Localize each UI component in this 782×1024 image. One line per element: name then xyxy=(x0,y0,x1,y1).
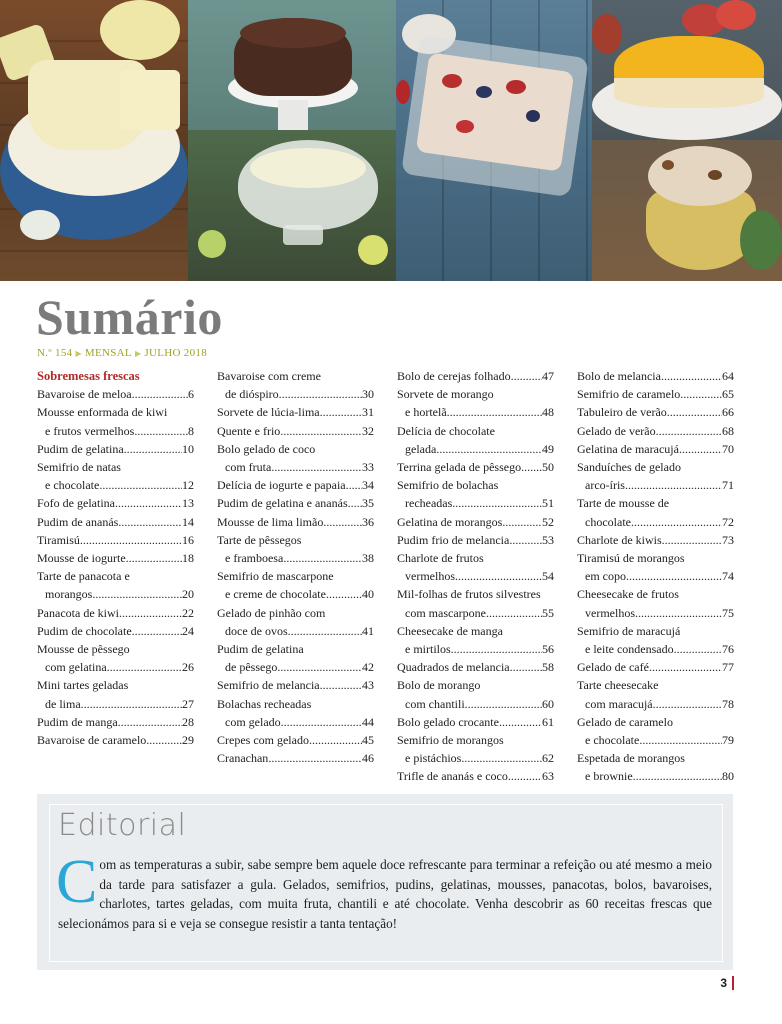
dot-leader xyxy=(653,695,722,713)
toc-entry[interactable] xyxy=(397,585,554,621)
dot-leader xyxy=(323,513,362,531)
toc-entry-title: Cranachan xyxy=(217,751,269,766)
dot-leader xyxy=(521,458,542,476)
toc-page-number: 27 xyxy=(182,696,194,711)
toc-entry[interactable] xyxy=(217,494,374,512)
editorial-text xyxy=(56,848,712,933)
toc-entry-title: Bolo de morango xyxy=(397,678,481,693)
dot-leader xyxy=(288,622,362,640)
toc-entry-title: Pudim frio de melancia xyxy=(397,532,510,547)
toc-entry[interactable] xyxy=(397,731,554,767)
photo-banner xyxy=(0,0,782,281)
toc-page-number: 75 xyxy=(722,605,734,620)
toc-entry[interactable] xyxy=(37,403,194,439)
toc-entry-title: Semifrio de mascarpone xyxy=(217,569,334,584)
dot-leader xyxy=(80,531,182,549)
toc-entry-title: Gelado de café xyxy=(577,660,649,675)
toc-column-4 xyxy=(577,367,734,786)
toc-entry[interactable] xyxy=(577,385,734,403)
toc-page-number: 24 xyxy=(182,623,194,638)
dot-leader xyxy=(674,640,722,658)
toc-entry[interactable] xyxy=(397,385,554,421)
toc-page-number: 40 xyxy=(362,587,374,602)
toc-entry-title: Bavaroise de meloa xyxy=(37,387,132,402)
dot-leader xyxy=(279,385,362,403)
toc-entry-title: Quente e frio xyxy=(217,423,281,438)
toc-page-number: 45 xyxy=(362,733,374,748)
toc-entry-title: Pudim de chocolate xyxy=(37,623,132,638)
dot-leader xyxy=(107,658,182,676)
toc-entry-title: Pudim de manga xyxy=(37,714,118,729)
toc-entry-title: Sanduíches de gelado xyxy=(577,460,681,475)
toc-entry-title: Pudim de gelatina xyxy=(217,642,304,657)
editorial-body: om as temperaturas a subir, sabe sempre bem aquele doce refrescante para terminar a refeição ou até mesmo a meio da tarde para satisfazer a gula. Gelados, semifrios, pudins, gelatinas, mousses, panacotas, bolos, bavaroises, charlotes, tartes geladas, com muita fruta, chantili e até chocolate. Venha descobrir as 60 receitas frescas que selecionámos para si e veja se consegue resistir a tanta tentação! xyxy=(58,857,712,931)
toc-page-number: 65 xyxy=(722,387,734,402)
toc-page-number: 35 xyxy=(362,496,374,511)
dot-leader xyxy=(115,494,182,512)
toc-page-number: 74 xyxy=(722,569,734,584)
toc-page-number: 71 xyxy=(722,478,734,493)
toc-entry[interactable] xyxy=(577,440,734,458)
dot-leader xyxy=(626,567,722,585)
toc-entry-title: morangos xyxy=(45,587,93,602)
toc-entry[interactable] xyxy=(397,622,554,658)
toc-page-number: 16 xyxy=(182,532,194,547)
toc-entry[interactable] xyxy=(577,494,734,530)
berry-trifle-photo xyxy=(396,0,592,281)
dot-leader xyxy=(126,549,182,567)
dot-leader xyxy=(320,403,362,421)
toc-page-number: 61 xyxy=(542,714,554,729)
dot-leader xyxy=(280,422,362,440)
toc-entry[interactable] xyxy=(37,676,194,712)
issue-frequency: MENSAL xyxy=(84,347,132,359)
toc-entry[interactable] xyxy=(577,422,734,440)
dot-leader xyxy=(134,422,188,440)
toc-entry-title: de dióspiro xyxy=(225,387,279,402)
toc-entry[interactable] xyxy=(577,549,734,585)
dot-leader xyxy=(455,567,542,585)
dot-leader xyxy=(436,440,542,458)
toc-entry[interactable] xyxy=(397,767,554,785)
toc-entry-title: Pudim de ananás xyxy=(37,514,119,529)
toc-entry[interactable] xyxy=(37,640,194,676)
dot-leader xyxy=(99,476,182,494)
toc-entry-title: com chantili xyxy=(405,696,465,711)
toc-entry-title: e brownie xyxy=(585,769,633,784)
toc-page-number: 10 xyxy=(182,441,194,456)
dot-leader xyxy=(508,767,542,785)
dot-leader xyxy=(631,513,722,531)
toc-entry[interactable] xyxy=(577,658,734,676)
toc-entry-title: e framboesa xyxy=(225,551,284,566)
dot-leader xyxy=(447,403,542,421)
toc-column-1 xyxy=(37,367,194,749)
toc-entry[interactable] xyxy=(217,604,374,640)
toc-entry-title: Tiramisú de morangos xyxy=(577,551,685,566)
dot-leader xyxy=(118,513,182,531)
toc-entry[interactable] xyxy=(217,731,374,749)
toc-entry[interactable] xyxy=(397,531,554,549)
toc-entry[interactable] xyxy=(217,367,374,403)
toc-entry-title: Charlote de kiwis xyxy=(577,532,662,547)
toc-entry-title: Gelatina de maracujá xyxy=(577,441,679,456)
toc-entry[interactable] xyxy=(37,494,194,512)
toc-entry-title: e chocolate xyxy=(585,733,640,748)
toc-entry[interactable] xyxy=(217,640,374,676)
toc-entry-title: de lima xyxy=(45,696,81,711)
toc-entry[interactable] xyxy=(37,531,194,549)
toc-entry[interactable] xyxy=(397,549,554,585)
toc-entry[interactable] xyxy=(37,549,194,567)
dot-leader xyxy=(661,367,722,385)
toc-entry-title: Sorvete de lúcia-lima xyxy=(217,405,320,420)
toc-entry-title: Terrina gelada de pêssego xyxy=(397,460,522,475)
toc-entry[interactable] xyxy=(217,422,374,440)
toc-entry-title: Semifrio de maracujá xyxy=(577,623,681,638)
toc-page-number: 41 xyxy=(362,623,374,638)
dot-leader xyxy=(124,440,182,458)
toc-entry[interactable] xyxy=(37,385,194,403)
toc-entry-title: Crepes com gelado xyxy=(217,733,309,748)
toc-entry-title: e leite condensado xyxy=(585,642,674,657)
toc-page-number: 12 xyxy=(182,478,194,493)
toc-entry-title: Semifrio de bolachas xyxy=(397,478,499,493)
toc-page-number: 58 xyxy=(542,660,554,675)
toc-entry-title: Pudim de gelatina xyxy=(37,441,124,456)
toc-page-number: 50 xyxy=(542,460,554,475)
toc-page-number: 29 xyxy=(182,733,194,748)
toc-entry-title: Bolo de cerejas folhado xyxy=(397,369,511,383)
dot-leader xyxy=(146,731,182,749)
toc-entry[interactable] xyxy=(217,695,374,731)
toc-page-number: 52 xyxy=(542,514,554,529)
toc-entry-title: Gelado de caramelo xyxy=(577,714,673,729)
dot-leader xyxy=(326,585,362,603)
triangle-separator-icon: ▶ xyxy=(134,349,142,358)
toc-entry[interactable] xyxy=(397,658,554,676)
dot-leader xyxy=(667,403,722,421)
dot-leader xyxy=(679,440,722,458)
toc-entry[interactable] xyxy=(37,513,194,531)
toc-entry[interactable] xyxy=(397,513,554,531)
toc-entry-title: e chocolate xyxy=(45,478,100,493)
toc-page-number: 64 xyxy=(722,369,734,383)
dot-leader xyxy=(633,767,722,785)
toc-entry-title: Delícia de iogurte e papaia xyxy=(217,478,346,493)
toc-page-number: 20 xyxy=(182,587,194,602)
toc-entry-title: Trifle de ananás e coco xyxy=(397,769,508,784)
toc-entry-title: Panacota de kiwi xyxy=(37,605,119,620)
section-heading: Sobremesas frescas xyxy=(37,369,140,383)
editorial-title: Editorial xyxy=(58,808,187,843)
dot-leader xyxy=(119,604,182,622)
toc-entry-title: Charlote de frutos xyxy=(397,551,484,566)
toc-entry[interactable] xyxy=(577,713,734,749)
toc-entry-title: Delícia de chocolate xyxy=(397,423,495,438)
page-title: Sumário xyxy=(36,289,223,345)
dot-leader xyxy=(499,713,542,731)
toc-entry-title: arco-íris xyxy=(585,478,625,493)
toc-entry-title: Fofo de gelatina xyxy=(37,496,115,511)
toc-entry[interactable] xyxy=(37,567,194,603)
toc-entry[interactable] xyxy=(397,367,554,385)
toc-entry[interactable] xyxy=(577,403,734,421)
toc-page-number: 14 xyxy=(182,514,194,529)
toc-entry-title: Tarte de panacota e xyxy=(37,569,130,584)
toc-page-number: 13 xyxy=(182,496,194,511)
issue-line xyxy=(37,347,207,359)
toc-entry-title: Mini tartes geladas xyxy=(37,678,129,693)
toc-entry-title: Semifrio de melancia xyxy=(217,678,320,693)
toc-entry-title: Mousse de lima limão xyxy=(217,514,324,529)
toc-entry[interactable] xyxy=(577,367,734,385)
toc-page-number: 44 xyxy=(362,714,374,729)
toc-page-number: 8 xyxy=(188,423,194,438)
toc-entry-title: vermelhos xyxy=(585,605,635,620)
editorial-dropcap: C xyxy=(56,848,98,916)
peach-cheesecake-photo xyxy=(592,0,782,281)
toc-entry[interactable] xyxy=(397,676,554,712)
toc-entry-title: chocolate xyxy=(585,514,631,529)
toc-page-number: 46 xyxy=(362,751,374,766)
toc-entry[interactable] xyxy=(37,440,194,458)
issue-date: JULHO 2018 xyxy=(144,347,207,359)
toc-entry-title: com gelado xyxy=(225,714,281,729)
toc-entry[interactable] xyxy=(397,458,554,476)
dot-leader xyxy=(271,458,362,476)
dot-leader xyxy=(132,385,188,403)
toc-page-number: 77 xyxy=(722,660,734,675)
issue-number: N.º 154 xyxy=(37,347,73,359)
dot-leader xyxy=(92,585,182,603)
toc-entry-title: Gelado de verão xyxy=(577,423,656,438)
toc-entry-title: em copo xyxy=(585,569,626,584)
toc-entry[interactable] xyxy=(37,622,194,640)
toc-entry-title: Bolo de melancia xyxy=(577,369,661,383)
toc-page-number: 72 xyxy=(722,514,734,529)
toc-page-number: 31 xyxy=(362,405,374,420)
toc-entry-title: Bolachas recheadas xyxy=(217,696,312,711)
toc-page-number: 54 xyxy=(542,569,554,584)
dot-leader xyxy=(510,658,542,676)
toc-page-number: 32 xyxy=(362,423,374,438)
dot-leader xyxy=(461,749,542,767)
toc-page-number: 78 xyxy=(722,696,734,711)
dot-leader xyxy=(277,658,362,676)
dot-leader xyxy=(81,695,182,713)
toc-entry-title: e pistáchios xyxy=(405,751,462,766)
dot-leader xyxy=(465,695,542,713)
toc-entry-title: Mousse de iogurte xyxy=(37,551,126,566)
toc-entry-title: Bavaroise com creme xyxy=(217,369,321,383)
toc-entry[interactable] xyxy=(577,622,734,658)
toc-page-number: 73 xyxy=(722,532,734,547)
toc-column-2 xyxy=(217,367,374,767)
dot-leader xyxy=(451,640,542,658)
dot-leader xyxy=(662,531,722,549)
toc-entry[interactable] xyxy=(577,749,734,785)
dot-leader xyxy=(281,713,362,731)
toc-entry[interactable] xyxy=(577,531,734,549)
toc-entry-title: Sorvete de morango xyxy=(397,387,494,402)
toc-entry[interactable] xyxy=(217,403,374,421)
toc-entry[interactable] xyxy=(217,567,374,603)
dot-leader xyxy=(509,531,542,549)
melon-bavaroise-photo xyxy=(0,0,188,281)
toc-page-number: 6 xyxy=(188,387,194,402)
dot-leader xyxy=(639,731,722,749)
toc-page-number: 63 xyxy=(542,769,554,784)
toc-entry-title: Mousse de pêssego xyxy=(37,642,130,657)
toc-entry[interactable] xyxy=(217,440,374,476)
toc-entry-title: Mil-folhas de frutos silvestres xyxy=(397,587,541,602)
toc-page-number: 42 xyxy=(362,660,374,675)
toc-page-number: 26 xyxy=(182,660,194,675)
toc-page-number: 38 xyxy=(362,551,374,566)
dot-leader xyxy=(309,731,362,749)
toc-page-number: 70 xyxy=(722,441,734,456)
toc-entry[interactable] xyxy=(397,422,554,458)
dot-leader xyxy=(283,549,362,567)
toc-page-number: 66 xyxy=(722,405,734,420)
dot-leader xyxy=(348,494,362,512)
toc-entry[interactable] xyxy=(577,458,734,494)
toc-entry-title: Pudim de gelatina e ananás xyxy=(217,496,348,511)
dot-leader xyxy=(635,604,722,622)
toc-entry[interactable] xyxy=(37,731,194,749)
dot-leader xyxy=(118,713,182,731)
toc-entry-title: Quadrados de melancia xyxy=(397,660,510,675)
dot-leader xyxy=(502,513,542,531)
toc-entry-title: recheadas xyxy=(405,496,453,511)
toc-entry-title: Tarte cheesecake xyxy=(577,678,659,693)
toc-entry-title: Cheesecake de frutos xyxy=(577,587,679,602)
dot-leader xyxy=(346,476,362,494)
toc-entry[interactable] xyxy=(577,585,734,621)
dot-leader xyxy=(132,622,182,640)
toc-entry-title: com mascarpone xyxy=(405,605,486,620)
toc-entry[interactable] xyxy=(217,476,374,494)
toc-page-number: 22 xyxy=(182,605,194,620)
toc-entry-title: Mousse enformada de kiwi xyxy=(37,405,168,420)
toc-page-number: 47 xyxy=(542,369,554,383)
toc-page-number: 51 xyxy=(542,496,554,511)
toc-page-number: 60 xyxy=(542,696,554,711)
toc-entry-title: Gelatina de morangos xyxy=(397,514,503,529)
toc-entry[interactable] xyxy=(397,476,554,512)
toc-page-number: 28 xyxy=(182,714,194,729)
triangle-separator-icon: ▶ xyxy=(75,349,82,358)
toc-entry[interactable] xyxy=(37,604,194,622)
dot-leader xyxy=(486,604,542,622)
dot-leader xyxy=(511,367,542,385)
toc-entry-title: Semifrio de morangos xyxy=(397,733,504,748)
toc-entry-title: e frutos vermelhos xyxy=(45,423,135,438)
toc-entry[interactable] xyxy=(37,458,194,494)
toc-page-number: 80 xyxy=(722,769,734,784)
toc-entry-title: Semifrio de caramelo xyxy=(577,387,681,402)
toc-entry-title: de pêssego xyxy=(225,660,278,675)
toc-page-number: 34 xyxy=(362,478,374,493)
toc-entry[interactable] xyxy=(217,676,374,694)
toc-page-number: 33 xyxy=(362,460,374,475)
toc-entry-title: com fruta xyxy=(225,460,272,475)
toc-page-number: 49 xyxy=(542,441,554,456)
dot-leader xyxy=(680,385,722,403)
toc-entry-title: com maracujá xyxy=(585,696,653,711)
toc-entry[interactable] xyxy=(217,513,374,531)
toc-page-number: 48 xyxy=(542,405,554,420)
toc-entry[interactable] xyxy=(217,531,374,567)
toc-entry-title: e mirtilos xyxy=(405,642,451,657)
toc-entry-title: e creme de chocolate xyxy=(225,587,326,602)
toc-page-number: 43 xyxy=(362,678,374,693)
toc-entry-title: Semifrio de natas xyxy=(37,460,121,475)
dot-leader xyxy=(625,476,722,494)
toc-page-number: 68 xyxy=(722,423,734,438)
toc-entry-title: Espetada de morangos xyxy=(577,751,685,766)
toc-page-number: 30 xyxy=(362,387,374,402)
toc-entry[interactable] xyxy=(37,713,194,731)
chocolate-cake-photo xyxy=(188,0,396,281)
toc-page-number: 62 xyxy=(542,751,554,766)
dot-leader xyxy=(452,494,542,512)
page-number: 3 xyxy=(720,976,734,990)
toc-page-number: 36 xyxy=(362,514,374,529)
toc-entry-title: Cheesecake de manga xyxy=(397,623,503,638)
toc-page-number: 18 xyxy=(182,551,194,566)
toc-entry-title: vermelhos xyxy=(405,569,455,584)
toc-entry-title: Bolo gelado crocante xyxy=(397,714,499,729)
toc-page-number: 53 xyxy=(542,532,554,547)
toc-entry-title: doce de ovos xyxy=(225,623,288,638)
toc-entry-title: com gelatina xyxy=(45,660,107,675)
dot-leader xyxy=(268,749,362,767)
toc-entry-title: Tabuleiro de verão xyxy=(577,405,667,420)
toc-entry-title: Bolo gelado de coco xyxy=(217,441,316,456)
toc-entry-title: Gelado de pinhão com xyxy=(217,605,326,620)
toc-entry-title: Tarte de mousse de xyxy=(577,496,670,511)
toc-entry[interactable] xyxy=(577,676,734,712)
toc-entry-title: e hortelã xyxy=(405,405,447,420)
toc-entry-title: Tarte de pêssegos xyxy=(217,532,302,547)
dot-leader xyxy=(656,422,722,440)
toc-entry[interactable] xyxy=(217,749,374,767)
toc-entry-title: Bavaroise de caramelo xyxy=(37,733,147,748)
dot-leader xyxy=(649,658,722,676)
toc-entry-title: Tiramisú xyxy=(37,532,80,547)
toc-page-number: 76 xyxy=(722,642,734,657)
toc-entry-title: gelada xyxy=(405,441,437,456)
toc-column-3 xyxy=(397,367,554,786)
toc-entry[interactable] xyxy=(397,713,554,731)
toc-page-number: 55 xyxy=(542,605,554,620)
dot-leader xyxy=(320,676,362,694)
toc-page-number: 79 xyxy=(722,733,734,748)
toc-page-number: 56 xyxy=(542,642,554,657)
